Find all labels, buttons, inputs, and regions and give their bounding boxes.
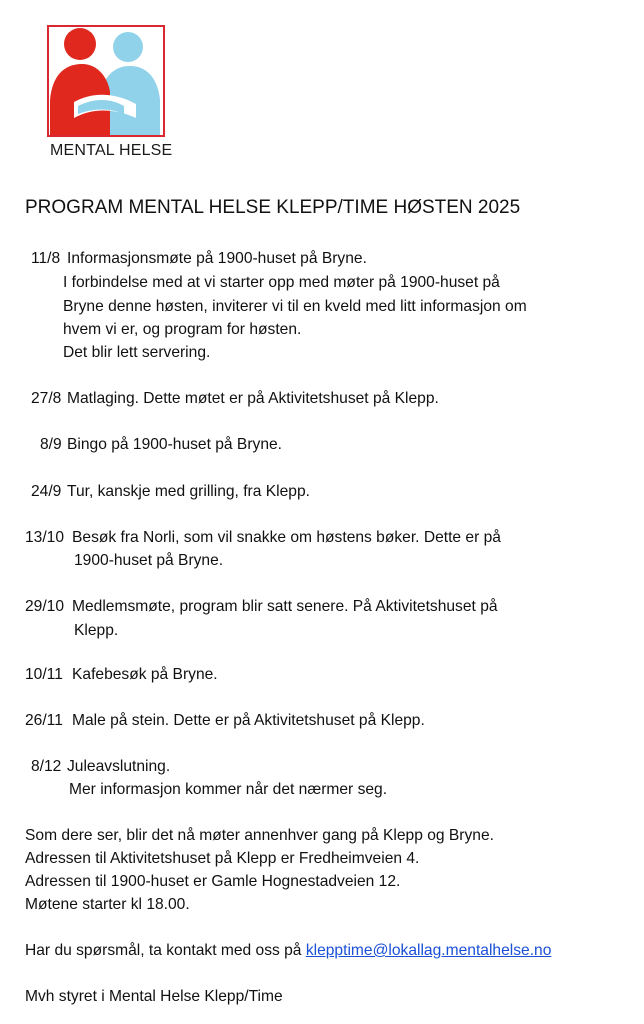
event-text: Matlaging. Dette møtet er på Aktivitetshuset på Klepp. xyxy=(67,390,439,407)
event-text: Mer informasjon kommer når det nærmer seg. xyxy=(69,781,388,798)
event-date: 27/8 xyxy=(31,390,62,407)
info-line: Møtene starter kl 18.00. xyxy=(25,896,190,913)
event-text: Juleavslutning. xyxy=(67,758,171,775)
event-text: Tur, kanskje med grilling, fra Klepp. xyxy=(67,483,310,500)
info-line: Adressen til 1900-huset er Gamle Hognestadveien 12. xyxy=(25,873,401,890)
page-title: PROGRAM MENTAL HELSE KLEPP/TIME HØSTEN 2025 xyxy=(25,197,521,218)
event-date: 13/10 xyxy=(25,529,65,546)
event-text: Medlemsmøte, program blir satt senere. På Aktivitetshuset på xyxy=(72,598,498,615)
mental-helse-logo xyxy=(44,22,173,162)
event-text: 1900-huset på Bryne. xyxy=(74,552,224,569)
event-date: 29/10 xyxy=(25,598,65,615)
contact-email-link[interactable]: klepptime@lokallag.mentalhelse.no xyxy=(305,942,552,959)
signoff: Mvh styret i Mental Helse Klepp/Time xyxy=(25,988,283,1005)
logo-text: MENTAL HELSE xyxy=(50,142,173,159)
event-text: Bingo på 1900-huset på Bryne. xyxy=(67,436,283,453)
event-text: hvem vi er, og program for høsten. xyxy=(63,321,302,338)
info-line: Som dere ser, blir det nå møter annenhver gang på Klepp og Bryne. xyxy=(25,827,494,844)
event-text: Male på stein. Dette er på Aktivitetshuset på Klepp. xyxy=(72,712,425,729)
contact-text: Har du spørsmål, ta kontakt med oss på xyxy=(25,942,302,959)
event-text: Kafebesøk på Bryne. xyxy=(72,666,218,683)
event-text: I forbindelse med at vi starter opp med møter på 1900-huset på xyxy=(63,274,500,291)
event-text: Det blir lett servering. xyxy=(63,344,211,361)
event-text: Klepp. xyxy=(74,622,119,639)
event-date: 11/8 xyxy=(31,250,61,267)
logo-figures-icon xyxy=(44,22,168,140)
event-date: 8/9 xyxy=(40,436,62,453)
event-text: Bryne denne høsten, inviterer vi til en kveld med litt informasjon om xyxy=(63,298,527,315)
event-date: 8/12 xyxy=(31,758,62,775)
info-line: Adressen til Aktivitetshuset på Klepp er Fredheimveien 4. xyxy=(25,850,420,867)
event-text: Besøk fra Norli, som vil snakke om høstens bøker. Dette er på xyxy=(72,529,501,546)
contact-line xyxy=(25,940,551,962)
event-date: 24/9 xyxy=(31,483,62,500)
event-date: 10/11 xyxy=(25,666,63,683)
event-text: Informasjonsmøte på 1900-huset på Bryne. xyxy=(67,250,367,267)
event-date: 26/11 xyxy=(25,712,63,729)
